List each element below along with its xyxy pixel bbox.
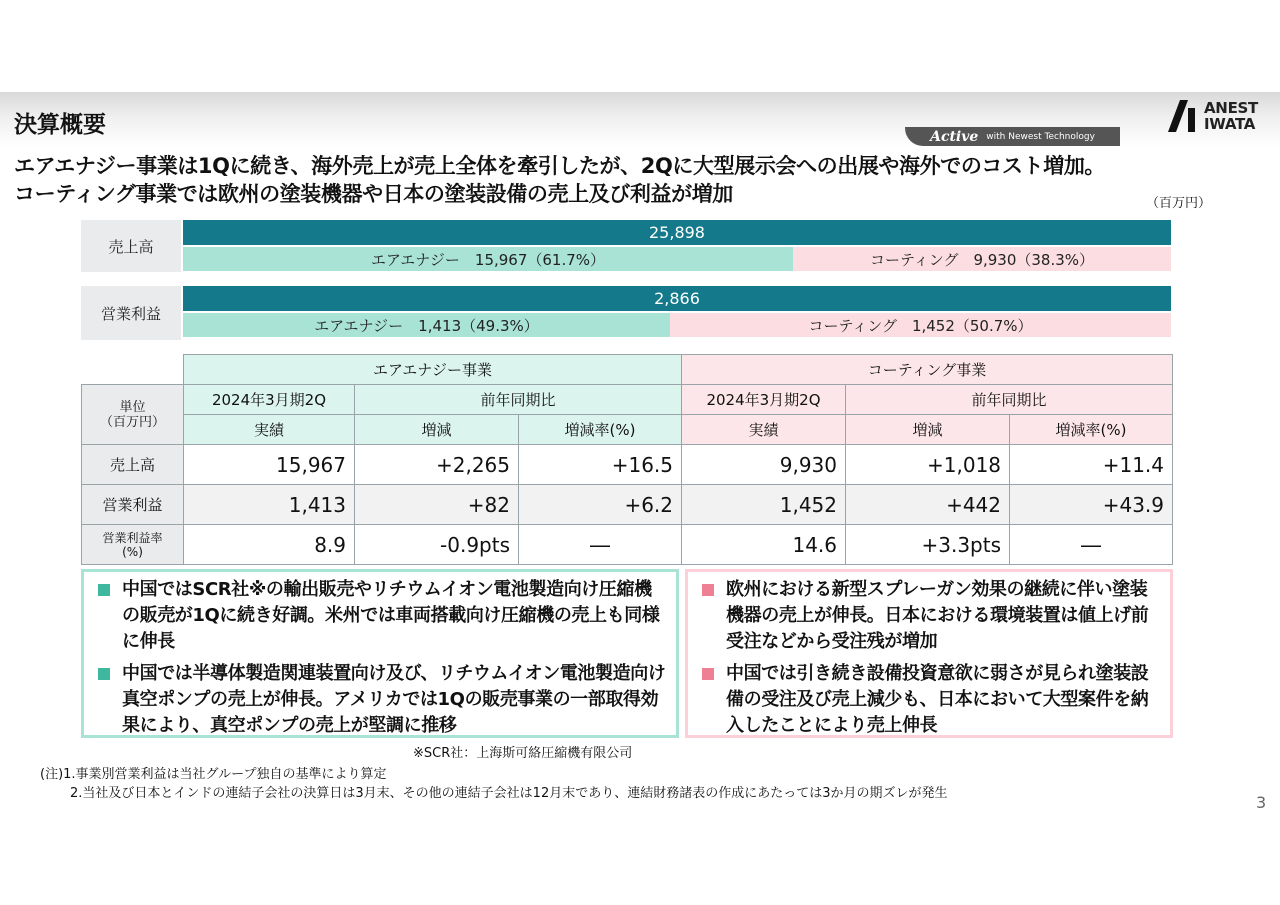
air-margin-change: -0.9pts [355, 525, 519, 565]
table-row-margin [82, 525, 1173, 565]
air-comment-1: 中国ではSCR社※の輸出販売やリチウムイオン電池製造向け圧縮機の販売が1Qに続き好調。米州では車両搭載向け圧縮機の売上も同様に伸長 [122, 579, 660, 652]
headline-line2: コーティング事業では欧州の塗装機器や日本の塗装設備の売上及び利益が増加 [14, 182, 733, 206]
tagline-text: with Newest Technology [986, 131, 1095, 142]
logo-line1: ANEST [1204, 99, 1258, 117]
unit-line2: （百万円） [99, 414, 165, 430]
scr-footnote: ※SCR社：上海斯可絡圧縮機有限公司 [413, 746, 633, 761]
unit-note: （百万円） [1146, 196, 1212, 211]
list-item [98, 661, 666, 739]
coat-change-header: 増減 [846, 415, 1010, 445]
coat-segment-header: コーティング事業 [682, 355, 1173, 385]
margin-label-line2: (%) [122, 544, 143, 559]
air-profit-rate: +6.2 [519, 485, 682, 525]
air-margin-rate: ― [519, 525, 682, 565]
bullet-square-icon [702, 584, 714, 596]
coat-rate-header: 増減率(%) [1010, 415, 1173, 445]
air-segment-header: エアエナジー事業 [184, 355, 682, 385]
footnote-2: 2.当社及び日本とインドの連結子会社の決算日は3月末、その他の連結子会社は12月末であり、連結財務諸表の作成にあたっては3か月の期ズレが発生 [70, 786, 948, 801]
sales-air-segment: エアエナジー 15,967（61.7%） [183, 247, 793, 271]
coat-commentary-box [685, 569, 1173, 738]
table-header-row [82, 415, 1173, 445]
sales-bar-label: 売上高 [81, 220, 181, 272]
coat-profit-actual: 1,452 [682, 485, 846, 525]
page-number: 3 [1256, 793, 1267, 812]
coat-yoy-header: 前年同期比 [846, 385, 1173, 415]
profit-air-segment: エアエナジー 1,413（49.3%） [183, 313, 670, 337]
air-actual-header: 実績 [184, 415, 355, 445]
air-margin-actual: 8.9 [184, 525, 355, 565]
air-change-header: 増減 [355, 415, 519, 445]
profit-coat-segment: コーティング 1,452（50.7%） [670, 313, 1171, 337]
logo-mark-icon [1168, 100, 1198, 132]
air-profit-actual: 1,413 [184, 485, 355, 525]
bullet-square-icon [702, 668, 714, 680]
air-sales-change: +2,265 [355, 445, 519, 485]
headline-line1: エアエナジー事業は1Qに続き、海外売上が売上全体を牽引したが、2Qに大型展示会への出展や海外でのコスト増加。 [14, 154, 1106, 178]
table-row-sales [82, 445, 1173, 485]
row-label-margin [82, 525, 184, 565]
unit-header [82, 385, 184, 445]
active-tagline [905, 127, 1120, 146]
air-comment-2: 中国では半導体製造関連装置向け及び、リチウムイオン電池製造向け真空ポンプの売上が伸長。アメリカでは1Qの販売事業の一部取得効果により、真空ポンプの売上が堅調に推移 [122, 663, 666, 736]
coat-margin-change: +3.3pts [846, 525, 1010, 565]
coat-margin-actual: 14.6 [682, 525, 846, 565]
bullet-square-icon [98, 584, 110, 596]
list-item [98, 577, 666, 655]
air-commentary-box [81, 569, 679, 738]
sales-total-bar: 25,898 [183, 220, 1171, 245]
table-corner [82, 355, 184, 385]
coat-sales-actual: 9,930 [682, 445, 846, 485]
coat-sales-rate: +11.4 [1010, 445, 1173, 485]
coat-comment-1: 欧州における新型スプレーガン効果の継続に伴い塗装機器の売上が伸長。日本における環境装置は値上げ前受注などから受注残が増加 [726, 579, 1149, 652]
table-header-row [82, 385, 1173, 415]
air-profit-change: +82 [355, 485, 519, 525]
coat-comment-2: 中国では引き続き設備投資意欲に弱さが見られ塗装設備の受注及び売上減少も、日本において大型案件を納入したことにより売上伸長 [726, 663, 1149, 736]
profit-total-bar: 2,866 [183, 286, 1171, 311]
row-label-profit: 営業利益 [82, 485, 184, 525]
coat-profit-rate: +43.9 [1010, 485, 1173, 525]
coat-margin-rate: ― [1010, 525, 1173, 565]
bullet-square-icon [98, 668, 110, 680]
air-rate-header: 増減率(%) [519, 415, 682, 445]
coat-period-header: 2024年3月期2Q [682, 385, 846, 415]
air-yoy-header: 前年同期比 [355, 385, 682, 415]
results-table [81, 354, 1173, 565]
table-header-row [82, 355, 1173, 385]
table-row-profit [82, 485, 1173, 525]
sales-coat-segment: コーティング 9,930（38.3%） [793, 247, 1171, 271]
footnote-1: (注)1.事業別営業利益は当社グループ独自の基準により算定 [40, 767, 387, 782]
logo-line2: IWATA [1204, 115, 1256, 133]
air-sales-actual: 15,967 [184, 445, 355, 485]
list-item [702, 661, 1160, 739]
coat-actual-header: 実績 [682, 415, 846, 445]
air-sales-rate: +16.5 [519, 445, 682, 485]
coat-sales-change: +1,018 [846, 445, 1010, 485]
anest-iwata-logo [1168, 100, 1258, 132]
margin-label-line1: 営業利益率 [102, 530, 163, 545]
page-title: 決算概要 [14, 112, 106, 138]
headline [14, 152, 1105, 208]
unit-line1: 単位 [119, 399, 146, 415]
tagline-word: Active [930, 128, 979, 145]
list-item [702, 577, 1160, 655]
coat-profit-change: +442 [846, 485, 1010, 525]
profit-bar-label: 営業利益 [81, 286, 181, 340]
air-period-header: 2024年3月期2Q [184, 385, 355, 415]
row-label-sales: 売上高 [82, 445, 184, 485]
